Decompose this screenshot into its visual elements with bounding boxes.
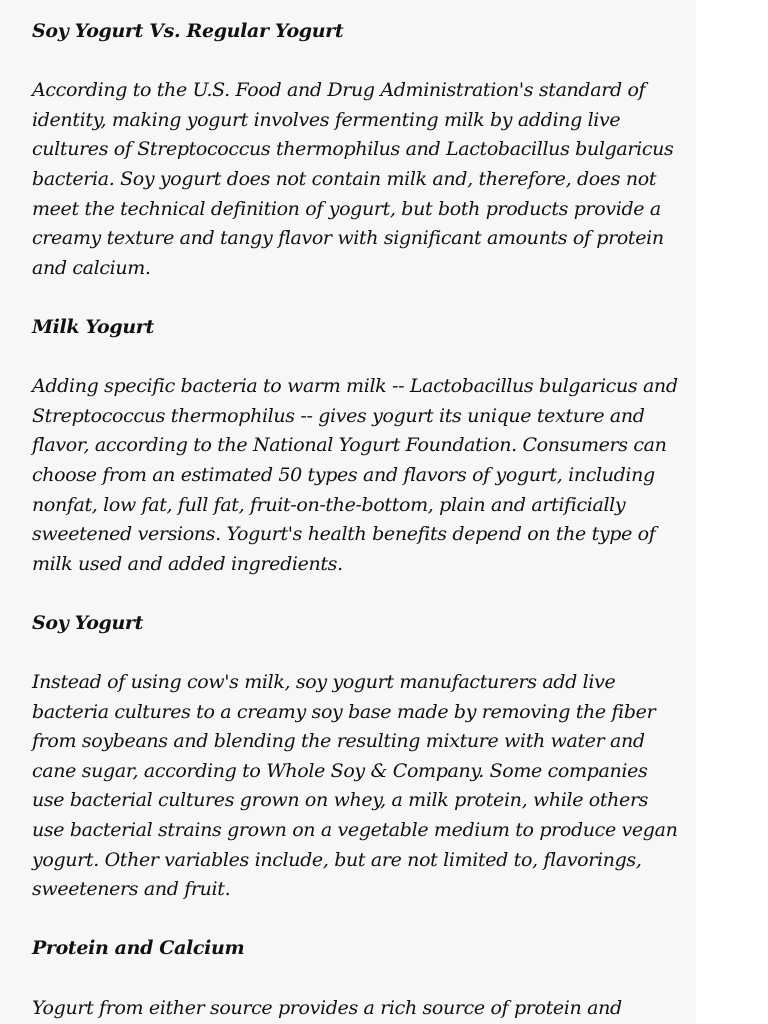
section-heading-soy-vs-regular: Soy Yogurt Vs. Regular Yogurt: [32, 20, 344, 42]
section-heading-protein-calcium: Protein and Calcium: [32, 937, 245, 960]
section-heading-milk-yogurt: Milk Yogurt: [32, 315, 154, 338]
right-margin: [696, 0, 768, 1024]
section-heading-soy-yogurt: Soy Yogurt: [32, 611, 144, 634]
section-paragraph-soy-vs-regular: According to the U.S. Food and Drug Administration's standard of identity, making yogurt involves fermenting milk by adding live cultures of Streptococcus thermophilus and Lactobacillus bulgaricus bacteria. Soy yogurt does not contain milk and, therefore, does not meet the technical definition of yogurt, but both products provide a creamy texture and tangy flavor with significant amounts of protein and calcium.: [32, 79, 674, 279]
section-paragraph-protein-calcium: Yogurt from either source provides a rich source of protein and: [32, 996, 622, 1019]
section-paragraph-soy-yogurt: Instead of using cow's milk, soy yogurt manufacturers add live bacteria cultures to a creamy soy base made by removing the fiber from soybeans and blending the resulting mixture with water and cane sugar, according to Whole Soy & Company. Some companies use bacterial cultures grown on whey, a milk protein, while others use bacterial strains grown on a vegetable medium to produce vegan yogurt. Other variables include, but are not limited to, flavorings, sweeteners and fruit.: [32, 671, 678, 901]
section-paragraph-milk-yogurt: Adding specific bacteria to warm milk -- Lactobacillus bulgaricus and Streptococcus thermophilus -- gives yogurt its unique texture and flavor, according to the National Yogurt Foundation. Consumers can choose from an estimated 50 types and flavors of yogurt, including nonfat, low fat, full fat, fruit-on-the-bottom, plain and artificially sweetened versions. Yogurt's health benefits depend on the type of milk used and added ingredients.: [32, 375, 678, 575]
